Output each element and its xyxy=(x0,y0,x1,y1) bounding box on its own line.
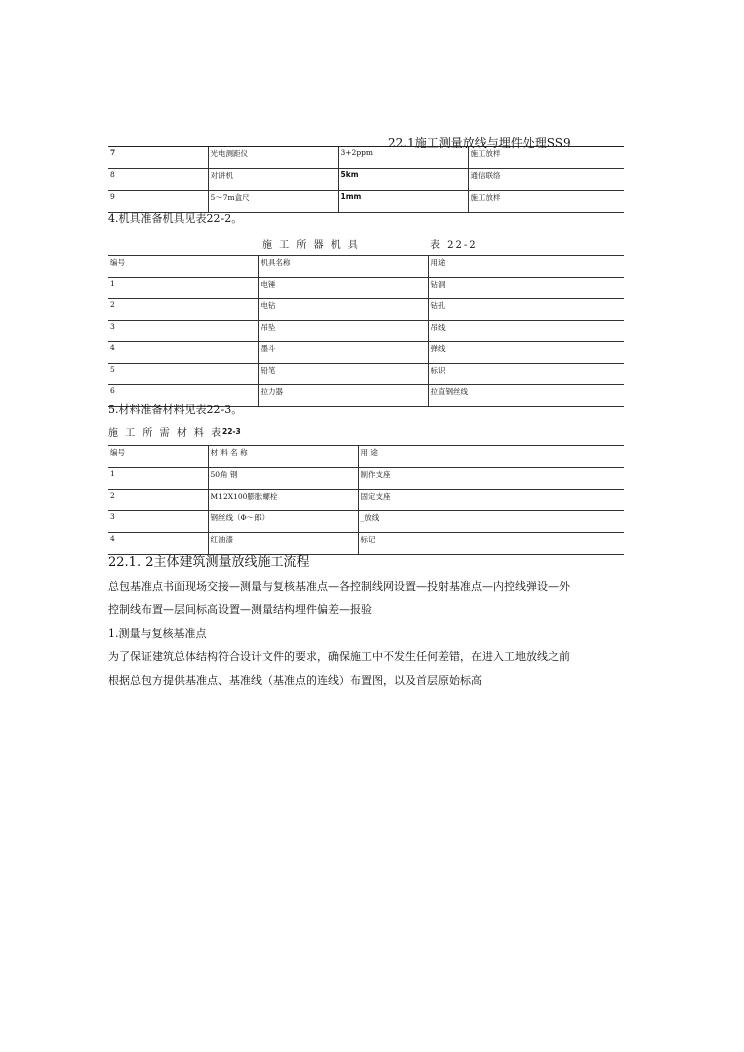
table3-caption: 施 工 所 需 材 料 表 xyxy=(108,428,224,439)
table-cell: 2 xyxy=(108,489,208,511)
table-cell: 5～7m盒尺 xyxy=(208,191,338,213)
table-header-row xyxy=(108,446,624,468)
section-4-text: 4.机具准备机具见表22-2。 xyxy=(108,212,243,225)
table-cell: 4 xyxy=(108,533,208,555)
table-cell: _放线 xyxy=(358,511,624,533)
table-cell: 对讲机 xyxy=(208,169,338,191)
table-cell: M12X100膨胀螺栓 xyxy=(208,489,358,511)
table-row xyxy=(108,342,624,364)
table-cell: 钢丝线（Φ～郎） xyxy=(208,511,358,533)
column-header: 材 料 名 称 xyxy=(208,446,358,468)
column-header: 用途 xyxy=(428,256,624,278)
column-header: 编号 xyxy=(108,446,208,468)
table-cell: 光电测距仪 xyxy=(208,147,338,169)
table-cell: 1 xyxy=(108,277,258,299)
column-header: 用 途 xyxy=(358,446,624,468)
section-5-text: 5.材料准备材料见表22-3。 xyxy=(108,403,243,416)
page-header-title: 22.1施工测量放线与埋件处理SS9 xyxy=(388,136,571,150)
table-cell: 6 xyxy=(108,385,258,407)
table-row xyxy=(108,489,624,511)
table-cell: 制作支座 xyxy=(358,467,624,489)
body-text-line-1: 为了保证建筑总体结构符合设计文件的要求，确保施工中不发生任何差错，在进入工地放线之前 xyxy=(108,650,570,663)
flow-text-line-1: 总包基准点书面现场交接—测量与复核基准点—各控制线网设置—投射基准点—内控线弹设—外 xyxy=(108,580,570,593)
body-text-line-2: 根据总包方提供基准点、基准线（基准点的连线）布置图，以及首层原始标高 xyxy=(108,674,482,687)
table-cell: 1 xyxy=(108,467,208,489)
column-header: 编号 xyxy=(108,256,258,278)
table-row xyxy=(108,467,624,489)
table-cell: 5km xyxy=(338,169,468,191)
table-cell: 墨斗 xyxy=(258,342,428,364)
table-cell: 铅笔 xyxy=(258,363,428,385)
table-row xyxy=(108,147,624,169)
table-row xyxy=(108,320,624,342)
table-cell: 4 xyxy=(108,342,258,364)
table-cell: 9 xyxy=(108,191,208,213)
table-cell: 吊线 xyxy=(428,320,624,342)
flow-heading: 22.1. 2主体建筑测量放线施工流程 xyxy=(108,555,310,570)
flow-text-line-2: 控制线布置—层间标高设置—测量结构埋件偏差—报验 xyxy=(108,603,372,616)
table-row xyxy=(108,363,624,385)
table-header-row xyxy=(108,256,624,278)
table-cell: 3 xyxy=(108,511,208,533)
tools-table xyxy=(108,255,624,407)
table-cell: 50角 钢 xyxy=(208,467,358,489)
table-cell: 施工放样 xyxy=(468,147,624,169)
materials-table xyxy=(108,445,624,555)
table2-number: 表 22-2 xyxy=(430,240,478,251)
table2-caption: 施 工 所 器 机 具 xyxy=(262,240,360,251)
table-cell: 2 xyxy=(108,299,258,321)
table-cell: 钻洞 xyxy=(428,277,624,299)
table-cell: 8 xyxy=(108,169,208,191)
table-cell: 3+2ppm xyxy=(338,147,468,169)
table-cell: 5 xyxy=(108,363,258,385)
instrument-table xyxy=(108,147,624,213)
table-cell: 标记 xyxy=(358,533,624,555)
table3-number: 22-3 xyxy=(222,427,241,436)
table-cell: 弹线 xyxy=(428,342,624,364)
table-row xyxy=(108,277,624,299)
table-cell: 钻孔 xyxy=(428,299,624,321)
table-cell: 电锤 xyxy=(258,277,428,299)
table-cell: 通信联络 xyxy=(468,169,624,191)
table-row xyxy=(108,511,624,533)
table-cell: 1mm xyxy=(338,191,468,213)
column-header: 机具名称 xyxy=(258,256,428,278)
table-cell: 标识 xyxy=(428,363,624,385)
table-cell: 吊坠 xyxy=(258,320,428,342)
table-cell: 固定支座 xyxy=(358,489,624,511)
table-cell: 电钻 xyxy=(258,299,428,321)
table-cell: 7 xyxy=(108,147,208,169)
table-row xyxy=(108,169,624,191)
table-cell: 拉力器 xyxy=(258,385,428,407)
table-cell: 3 xyxy=(108,320,258,342)
table-cell: 拉直钢丝线 xyxy=(428,385,624,407)
table-cell: 红油漆 xyxy=(208,533,358,555)
subsection-title: 1.测量与复核基准点 xyxy=(108,627,207,640)
table-row xyxy=(108,299,624,321)
table-cell: 施工放样 xyxy=(468,191,624,213)
